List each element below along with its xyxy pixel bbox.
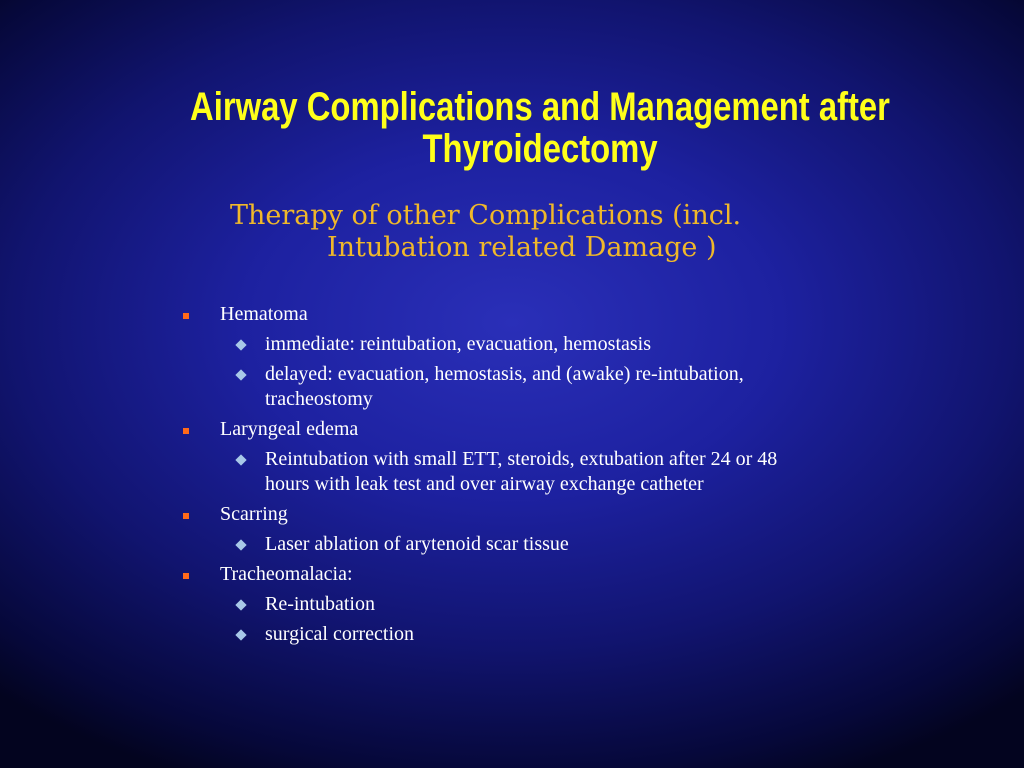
slide-subtitle-line-1: Therapy of other Complications (incl.	[230, 200, 742, 231]
slide-title-line-1: Airway Complications and Management after	[190, 85, 890, 129]
sub-bullet-text: Laser ablation of arytenoid scar tissue	[265, 533, 569, 555]
sub-bullet-text: surgical correction	[265, 623, 415, 645]
bullet-list	[180, 302, 900, 652]
sub-bullet-text: Re-intubation	[265, 593, 375, 615]
bullet-item-scarring	[180, 502, 900, 557]
diamond-bullet-icon	[235, 539, 246, 550]
sub-bullet-list	[180, 332, 900, 412]
diamond-bullet-icon	[235, 339, 246, 350]
square-bullet-icon	[183, 573, 189, 579]
sub-bullet-item	[180, 622, 795, 647]
bullet-item-tracheomalacia	[180, 562, 900, 647]
bullet-item-laryngeal-edema	[180, 417, 900, 497]
sub-bullet-text: immediate: reintubation, evacuation, hemostasis	[265, 333, 652, 355]
sub-bullet-item	[180, 332, 795, 357]
square-bullet-icon	[183, 313, 189, 319]
bullet-label: Laryngeal edema	[220, 418, 359, 440]
diamond-bullet-icon	[235, 599, 246, 610]
square-bullet-icon	[183, 513, 189, 519]
sub-bullet-list	[180, 532, 900, 557]
sub-bullet-text: delayed: evacuation, hemostasis, and (awake) re-intubation, tracheostomy	[265, 363, 744, 410]
bullet-label: Hematoma	[220, 303, 308, 325]
sub-bullet-list	[180, 592, 900, 647]
sub-bullet-list	[180, 447, 900, 497]
slide-title-line-2: Thyroidectomy	[422, 127, 658, 171]
square-bullet-icon	[183, 428, 189, 434]
sub-bullet-text: Reintubation with small ETT, steroids, extubation after 24 or 48 hours with leak test and over airway exchange catheter	[265, 448, 778, 495]
slide-subtitle	[200, 200, 900, 264]
sub-bullet-item	[180, 532, 795, 557]
slide-subtitle-line-2: Intubation related Damage )	[327, 232, 717, 263]
diamond-bullet-icon	[235, 369, 246, 380]
diamond-bullet-icon	[235, 629, 246, 640]
bullet-label: Scarring	[220, 503, 288, 525]
slide-title	[146, 86, 933, 170]
diamond-bullet-icon	[235, 454, 246, 465]
sub-bullet-item	[180, 362, 795, 412]
bullet-label: Tracheomalacia:	[220, 563, 353, 585]
sub-bullet-item	[180, 447, 785, 497]
bullet-item-hematoma	[180, 302, 900, 412]
sub-bullet-item	[180, 592, 795, 617]
